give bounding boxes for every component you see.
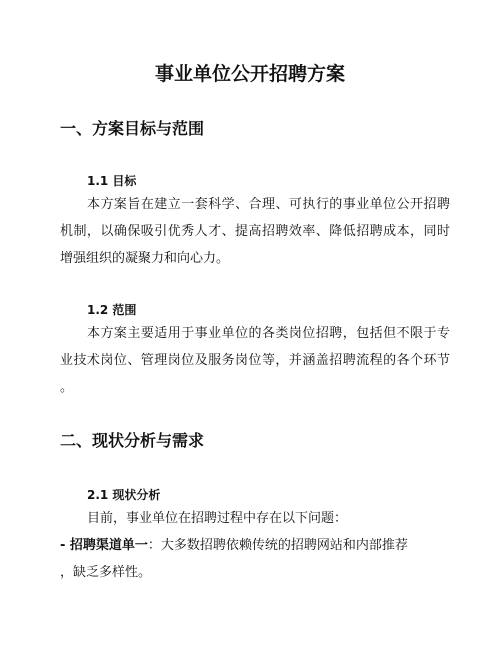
paragraph-line: 。 (60, 380, 74, 395)
paragraph-line: 增强组织的凝聚力和向心力。 (60, 251, 230, 266)
paragraph-line: 目前，事业单位在招聘过程中存在以下问题： (87, 511, 348, 526)
subsection-heading-scope: 1.2 范围 (87, 303, 137, 317)
paragraph-line: 本方案旨在建立一套科学、合理、可执行的事业单位公开招聘 (87, 197, 450, 212)
list-item-text: ：大多数招聘依赖传统的招聘网站和内部推荐 (147, 538, 408, 553)
list-item (60, 536, 450, 556)
section-heading-goals-scope: 一、方案目标与范围 (60, 119, 205, 138)
list-item-label: - 招聘渠道单一 (60, 538, 148, 553)
paragraph-line: 业技术岗位、管理岗位及服务岗位等，并涵盖招聘流程的各个环节 (60, 353, 450, 368)
paragraph-line: ，缺乏多样性。 (60, 565, 152, 580)
paragraph-line: 机制，以确保吸引优秀人才、提高招聘效率、降低招聘成本，同时 (60, 224, 450, 239)
paragraph-line: 本方案主要适用于事业单位的各类岗位招聘，包括但不限于专 (87, 326, 450, 341)
section-heading-analysis-needs: 二、现状分析与需求 (60, 431, 205, 450)
subsection-heading-goal: 1.1 目标 (87, 174, 137, 188)
subsection-heading-current-analysis: 2.1 现状分析 (87, 488, 161, 502)
document-title: 事业单位公开招聘方案 (154, 63, 345, 85)
